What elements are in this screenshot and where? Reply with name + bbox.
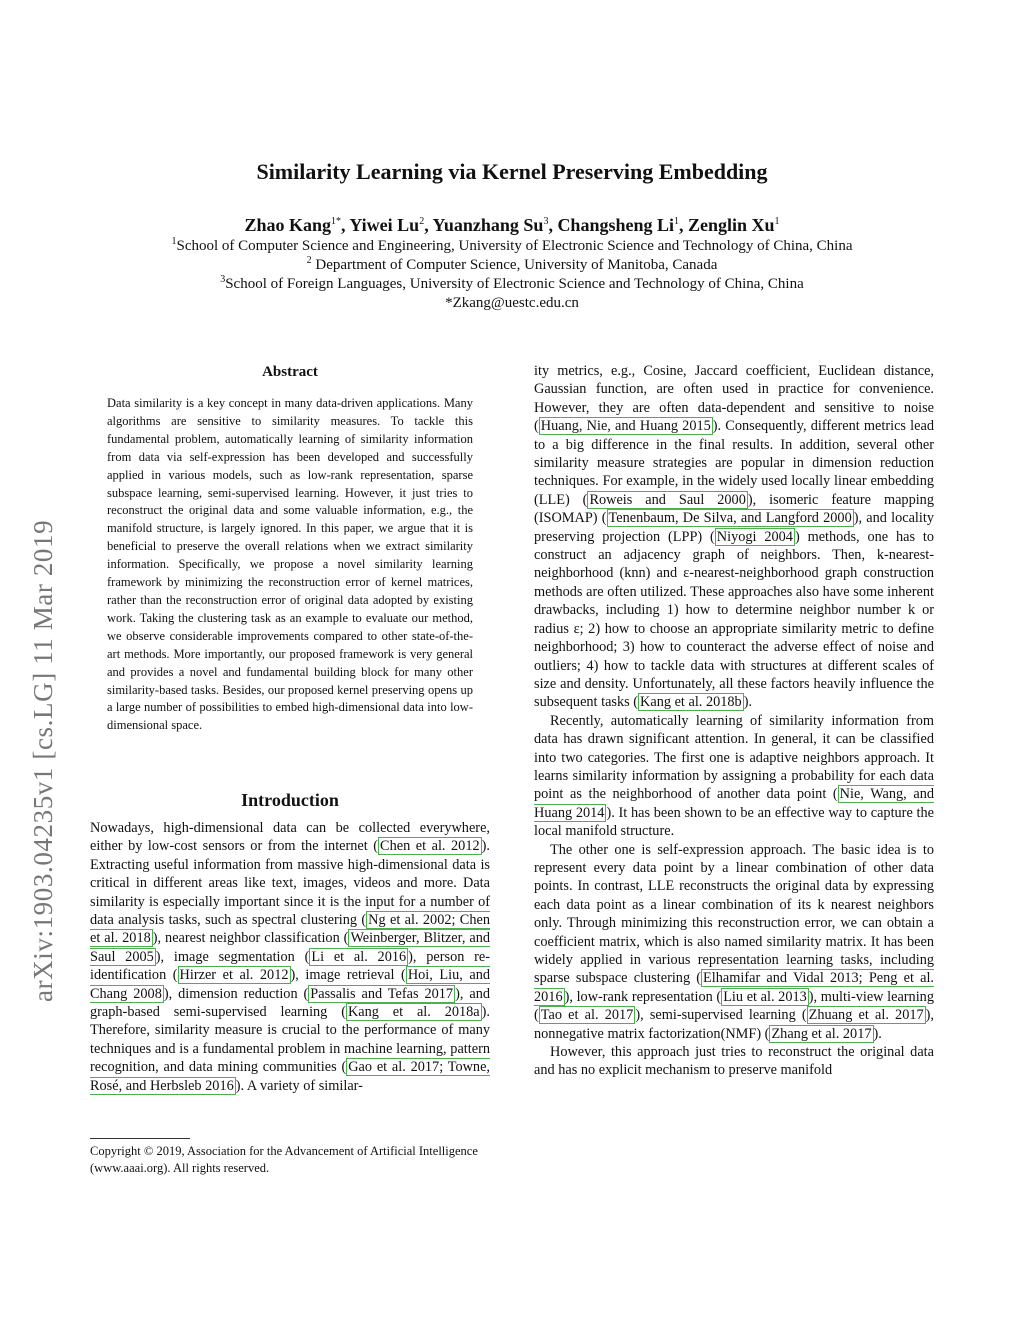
body-text: ). Extracting useful information from massive high-dimensional data is critical in different areas like text, images, videos and more. Data similarity is especially important since it is the input for a number of data analysis tasks, such as spectral clustering ( [90,838,490,929]
citation-link[interactable]: Niyogi 2004 [716,528,793,545]
body-text: ), low-rank representation ( [564,988,722,1005]
citation-link[interactable]: Huang, Nie, and Huang 2015 [540,418,711,435]
body-text: Nowadays, high-dimensional data can be collected everywhere, either by low-cost sensors or from the internet ( [90,820,490,855]
affiliation-sup: 3 [220,274,226,285]
body-text: ), isomeric feature mapping (ISOMAP) ( [534,491,934,527]
footnote-divider [90,1138,190,1139]
section-heading-introduction: Introduction [241,790,339,810]
abstract-heading: Abstract [262,364,318,380]
citation-link[interactable]: Kang et al. 2018a [347,1004,480,1021]
body-text: ), image retrieval ( [290,967,406,984]
author-sup: 1 [774,216,780,227]
body-text: The other one is self-expression approach. The basic idea is to represent every data point by a linear combination of other data points. In contrast, LLE reconstructs the original data by expressing each data point as a linear combination of its k nearest neighbors only. Through minimizing this reconstruction error, we can obtain a coefficient matrix, which is also named similarity matrix. It has been widely applied in various representation learning tasks, including sparse subspace clustering ( [534,841,934,987]
author: Yuanzhang Su [432,215,544,235]
author: Changsheng Li [557,215,674,235]
citation-link[interactable]: Zhang et al. 2017 [771,1025,872,1042]
citation-link[interactable]: Weinberger, Blitzer, and Saul 2005 [90,930,491,965]
affiliation [0,257,1024,274]
body-text: ), nearest neighbor classification ( [152,930,349,947]
affiliation-text: Department of Computer Science, University of Manitoba, Canada [311,257,718,273]
citation-link[interactable]: Ng et al. 2002; Chen et al. 2018 [90,912,490,947]
citation-link[interactable]: Liu et al. 2013 [723,988,807,1005]
body-paragraph [534,1043,934,1080]
body-text: ). Consequently, different metrics lead to a big difference in the final results. In addition, several other similarity measure strategies are popular in dimension reduction techniques. For example, in the widely used locally linear embedding (LLE) ( [534,418,934,508]
intro-paragraph [90,819,490,1095]
left-column-body [90,819,490,1095]
right-column-body [534,362,934,1080]
affiliation [0,238,1024,255]
body-text: ), dimension reduction ( [163,985,309,1002]
affiliation-text: School of Foreign Languages, University of Electronic Science and Technology of China, China [225,276,804,292]
author-sup: 2 [419,216,425,227]
body-text: ), nonnegative matrix factorization(NMF) ( [534,1007,934,1042]
author-email: *Zkang@uestc.edu.cn [445,295,579,311]
body-text: ). Therefore, similarity measure is crucial to the performance of many techniques and is a fundamental problem in machine learning, pattern recognition, and data mining communities ( [90,1004,490,1076]
body-text: ity metrics, e.g., Cosine, Jaccard coefficient, Euclidean distance, Gaussian function, are often used in practice for convenience. However, they are often data-dependent and sensitive to noise ( [534,363,934,435]
citation-link[interactable]: Hoi, Liu, and Chang 2008 [90,967,490,1002]
author: Zenglin Xu [687,215,775,235]
body-text: ). [743,694,753,711]
body-text: ) methods, one has to construct an adjacency graph of neighbors. Then, k-nearest-neighborhood (knn) and ε-nearest-neighborhood graph construction methods are often utilized. These approaches also have some inherent drawbacks, including 1) how to determine neighbor number k or radius ε; 2) how to choose an appropriate similarity metric to define neighborhood; 3) how to counteract the adverse effect of noise and outliers; 4) how to tackle data with structures at different scales of size and density. Unfortunately, all these factors heavily influence the subsequent tasks ( [534,528,934,711]
affiliation-text: School of Computer Science and Engineering, University of Electronic Science and Technology of China, China [176,238,853,254]
copyright-footnote: Copyright © 2019, Association for the Advancement of Artificial Intelligence (www.aaai.org). All rights reserved. [90,1144,478,1175]
affiliation-sup: 1 [171,236,177,247]
author-list: Zhao Kang$^{1*}$, Yiwei Lu$^2$, Yuanzhang Su$^3$, Changsheng Li$^1$, Zenglin Xu$^1$ [244,215,780,235]
citation-link[interactable]: Roweis and Saul 2000 [589,491,746,508]
body-text: However, this approach just tries to reconstruct the original data and has no explicit mechanism to preserve manifold [534,1044,934,1079]
affiliation-sup: 2 [306,255,312,266]
body-text: ), semi-supervised learning ( [635,1007,807,1024]
body-paragraph [534,362,934,712]
body-text: ), image segmentation ( [155,948,310,965]
body-text: ). [873,1025,882,1042]
author: Zhao Kang [244,215,331,235]
paper-title: Similarity Learning via Kernel Preserving Embedding [256,159,768,184]
citation-link[interactable]: Passalis and Tefas 2017 [310,985,454,1002]
body-text: ), and locality preserving projection (LPP) ( [534,510,934,545]
body-text: ), multi-view learning ( [534,988,934,1024]
citation-link[interactable]: Tenenbaum, De Silva, and Langford 2000 [608,510,852,527]
citation-link[interactable]: Hirzer et al. 2012 [179,967,289,984]
body-text: ). It has been shown to be an effective way to capture the local manifold structure. [534,804,934,840]
citation-link[interactable]: Gao et al. 2017; Towne, Rosé, and Herbsleb 2016 [90,1059,490,1094]
affiliation [0,276,1024,293]
citation-link[interactable]: Zhuang et al. 2017 [808,1007,924,1024]
citation-link[interactable]: Nie, Wang, and Huang 2014 [534,786,934,821]
citation-link[interactable]: Elhamifar and Vidal 2013; Peng et al. 2016 [534,970,934,1005]
arxiv-identifier-stamp: arXiv:1903.04235v1 [cs.LG] 11 Mar 2019 [28,519,58,1002]
body-paragraph [534,712,934,841]
body-text: ), and graph-based semi-supervised learning ( [90,985,490,1021]
body-paragraph [534,841,934,1043]
author-sup: 1 [673,216,679,227]
body-text: Recently, automatically learning of similarity information from data has drawn significant attention. In general, it can be classified into two categories. The first one is adaptive neighbors approach. It learns similarity information by assigning a probability for each data point as the neighborhood of another data point ( [534,712,934,803]
author-sup: 1* [331,216,341,227]
body-text: ), person re-identification ( [90,948,491,984]
abstract-text: Data similarity is a key concept in many data-driven applications. Many algorithms are sensitive to similarity measures. To tackle this fundamental problem, automatically learning of similarity information from data via self-expression has been developed and successfully applied in various models, such as low-rank representation, sparse subspace learning, semi-supervised learning. However, it just tries to reconstruct the original data and some valuable information, e.g., the manifold structure, is largely ignored. In this paper, we argue that it is beneficial to preserve the overall relations when we extract similarity information. Specifically, we propose a novel similarity learning framework by minimizing the reconstruction error of kernel matrices, rather than the reconstruction error of original data adopted by existing work. Taking the clustering task as an example to evaluate our method, we observe considerable improvements compared to other state-of-the-art methods. More importantly, our proposed framework is very general and provides a novel and fundamental building block for many other similarity-based tasks. Besides, our proposed kernel preserving opens up a large number of possibilities to embed high-dimensional data into low-dimensional space. [107,396,473,733]
author: Yiwei Lu [349,215,420,235]
author-sup: 3 [543,216,549,227]
citation-link[interactable]: Chen et al. 2012 [380,838,480,855]
body-text: ). A variety of similar- [235,1077,363,1094]
citation-link[interactable]: Kang et al. 2018b [640,694,742,711]
citation-link[interactable]: Tao et al. 2017 [540,1007,634,1024]
citation-link[interactable]: Li et al. 2016 [311,948,407,965]
